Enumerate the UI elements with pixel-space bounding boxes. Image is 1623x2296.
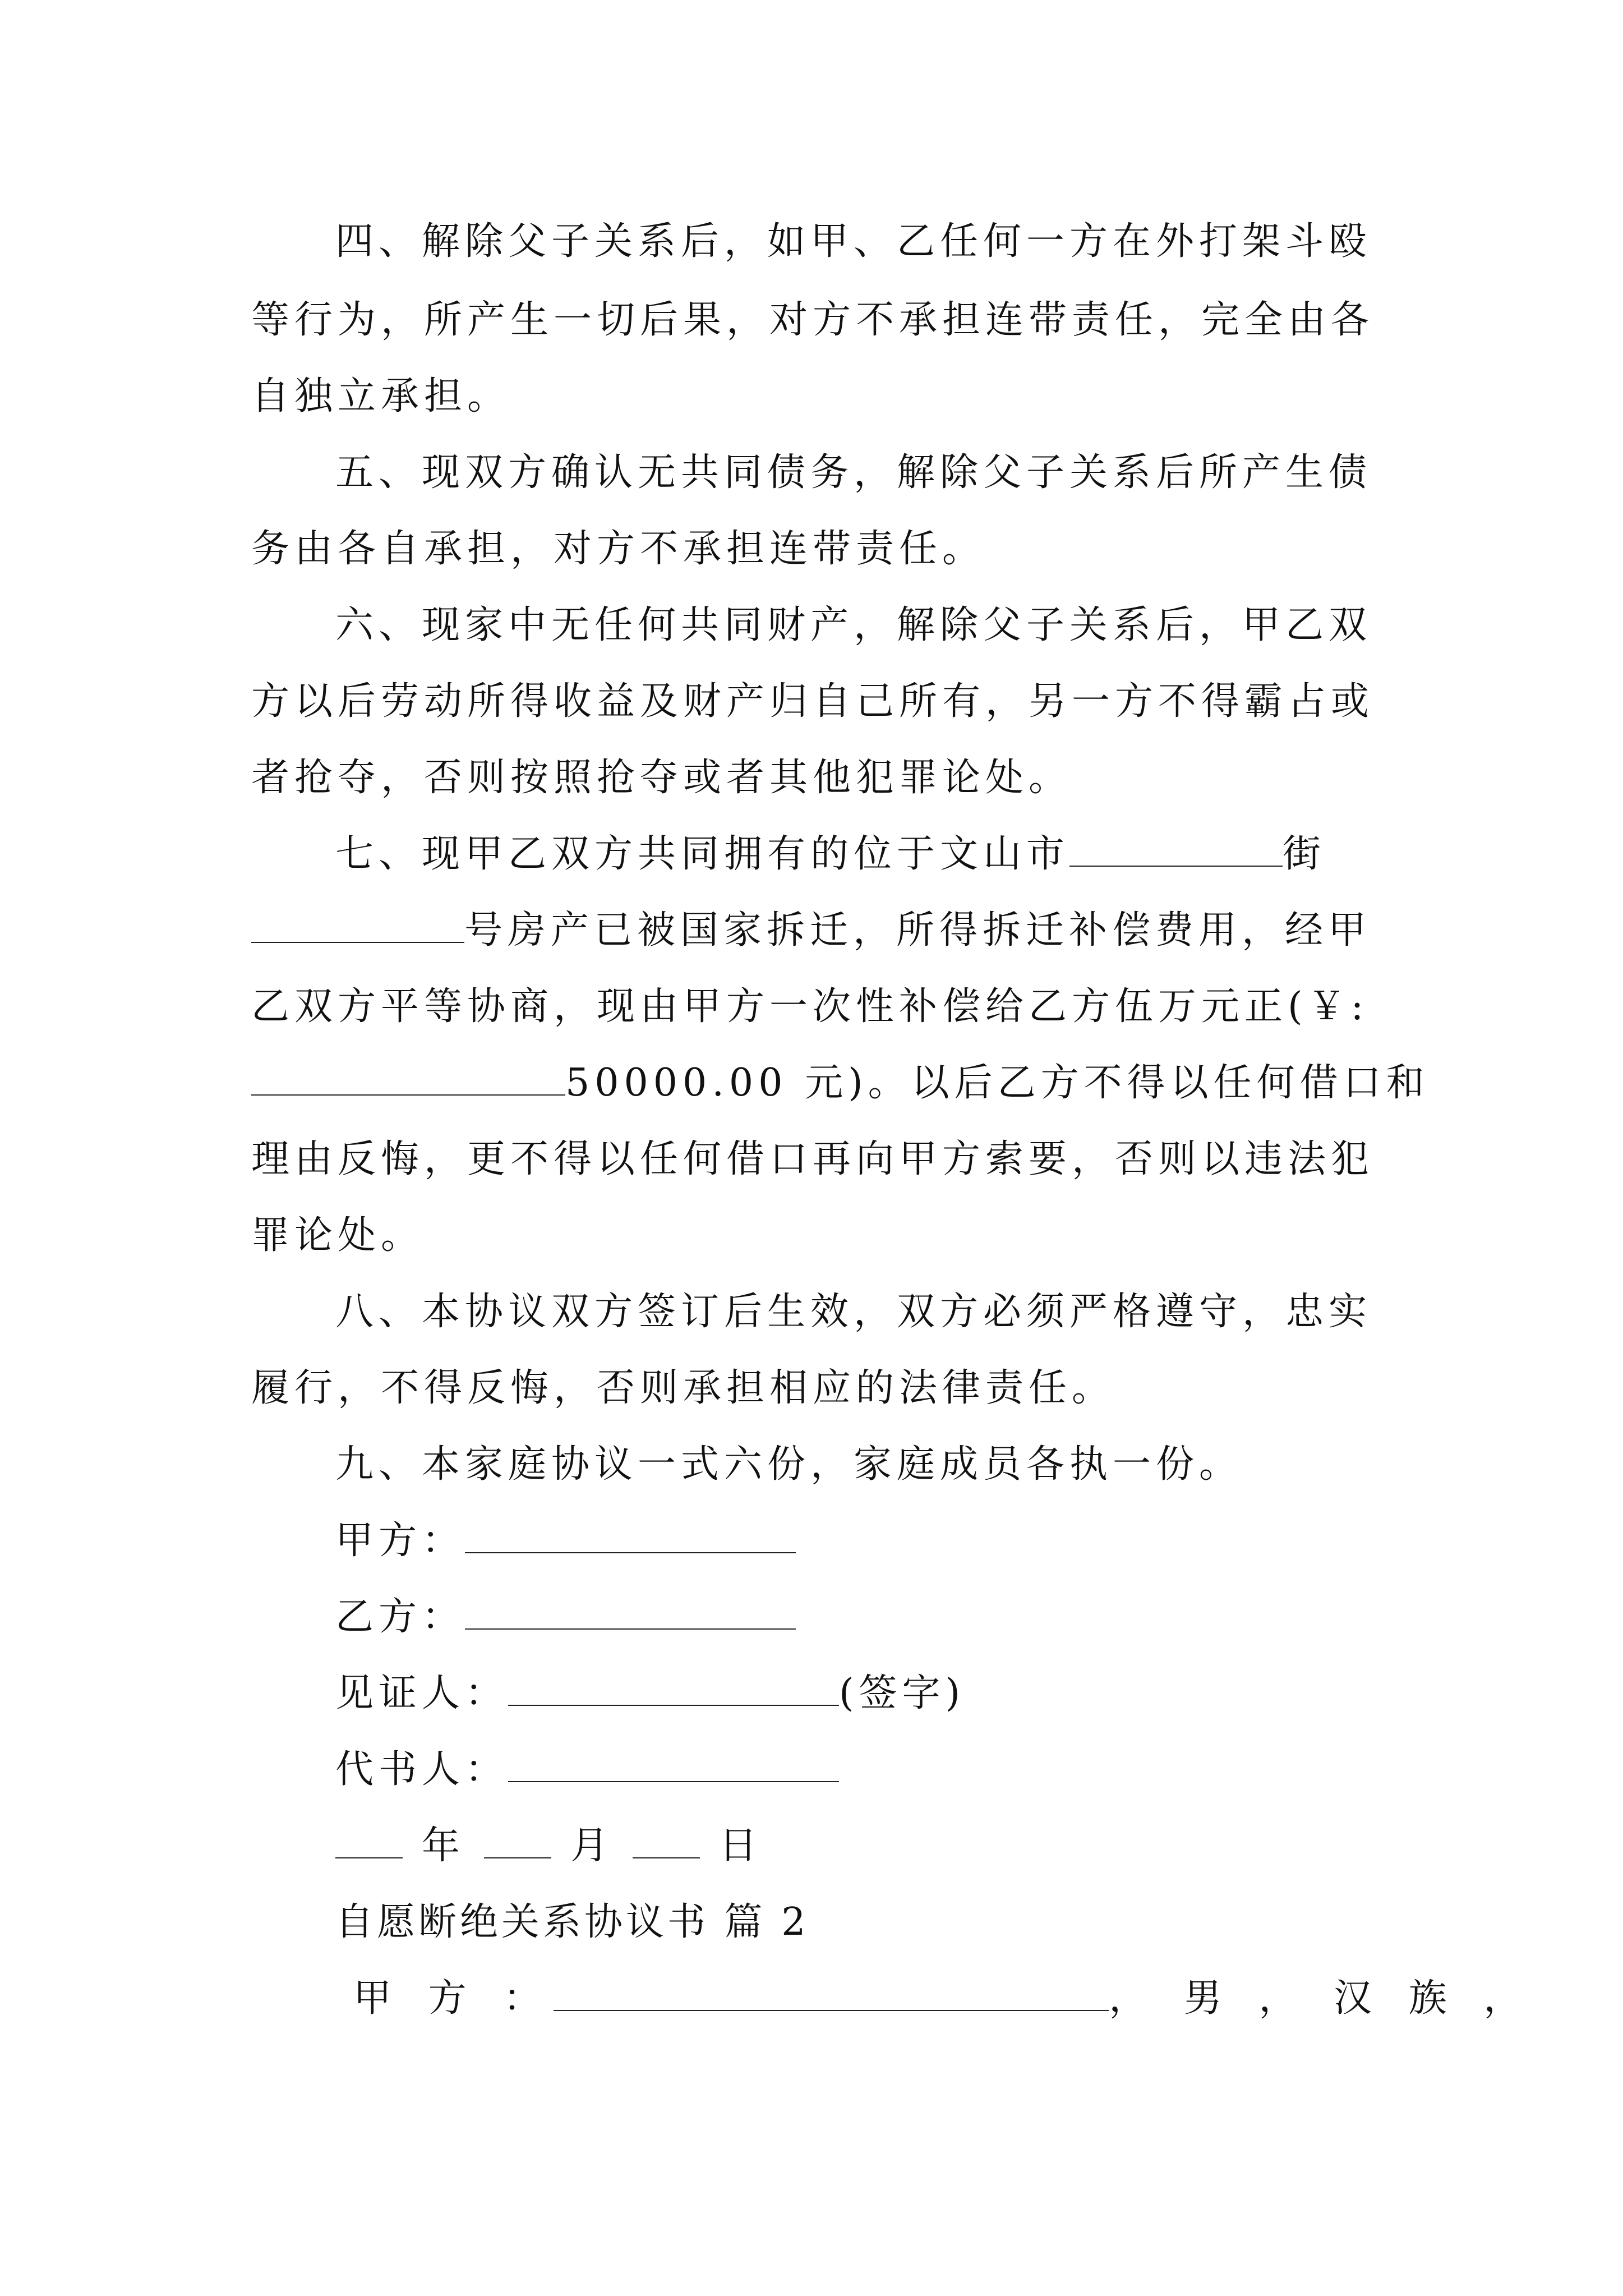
clause-5-line-2: 务由各自承担，对方不承担连带责任。: [251, 527, 986, 571]
clause-9-line-1: 九、本家庭协议一式六份，家庭成员各执一份。: [335, 1442, 1243, 1487]
clause-7-line-1: [335, 829, 1326, 880]
clause-7-line-6: 罪论处。: [251, 1213, 425, 1258]
witness-blank[interactable]: [508, 1671, 839, 1706]
witness-label: 见证人：: [335, 1671, 509, 1715]
clause-7-line-4-text: 50000.00 元)。以后乙方不得以任何借口和: [565, 1061, 1430, 1105]
section-2-party-a-suffix: ， 男 ， 汉 族 ，: [1109, 1976, 1534, 2021]
clause-4-line-3: 自独立承担。: [251, 374, 511, 418]
section-2-party-a-blank[interactable]: [554, 1976, 1109, 2011]
street-blank[interactable]: [1069, 832, 1283, 867]
section-2-heading: 自愿断绝关系协议书 篇 2: [335, 1900, 809, 1944]
clause-7-line-2-text: 号房产已被国家拆迁，所得拆迁补偿费用，经甲: [464, 908, 1372, 953]
clause-8-line-1: 八、本协议双方签订后生效，双方必须严格遵守，忠实: [335, 1290, 1372, 1334]
section-2-party-a-label: 甲 方 ：: [353, 1976, 554, 2021]
clause-6-line-1: 六、现家中无任何共同财产，解除父子关系后，甲乙双: [335, 603, 1372, 647]
year-label: 年: [422, 1824, 465, 1868]
scribe-signature: [335, 1745, 839, 1795]
day-label: 日: [719, 1824, 763, 1868]
party-b-label: 乙方：: [335, 1595, 465, 1639]
witness-note: (签字): [839, 1671, 966, 1715]
clause-4-line-1: 四、解除父子关系后，如甲、乙任何一方在外打架斗殴: [335, 219, 1372, 264]
clause-8-line-2: 履行，不得反悔，否则承担相应的法律责任。: [251, 1366, 1115, 1410]
scribe-label: 代书人：: [335, 1747, 509, 1792]
clause-6-line-2: 方以后劳动所得收益及财产归自己所有，另一方不得霸占或: [251, 679, 1375, 724]
clause-7-line-1-suffix: 街: [1283, 832, 1326, 876]
amount-blank[interactable]: [251, 1061, 565, 1096]
party-a-label: 甲方：: [335, 1519, 465, 1563]
date-line: [335, 1821, 762, 1871]
month-label: 月: [570, 1824, 614, 1868]
clause-4-line-2: 等行为，所产生一切后果，对方不承担连带责任，完全由各: [251, 298, 1375, 342]
clause-7-line-1-text: 七、现甲乙双方共同拥有的位于文山市: [335, 832, 1070, 876]
party-b-signature: [335, 1592, 796, 1642]
clause-7-line-3: 乙双方平等协商，现由甲方一次性补偿给乙方伍万元正(￥:: [251, 984, 1369, 1029]
year-blank[interactable]: [335, 1824, 403, 1858]
party-a-blank[interactable]: [465, 1519, 796, 1553]
scribe-blank[interactable]: [508, 1747, 839, 1782]
house-number-blank[interactable]: [251, 908, 464, 943]
party-b-blank[interactable]: [465, 1595, 796, 1630]
clause-7-line-5: 理由反悔，更不得以任何借口再向甲方索要，否则以违法犯: [251, 1137, 1375, 1181]
party-a-signature: [335, 1516, 796, 1566]
clause-7-line-4: [251, 1058, 1430, 1108]
witness-signature: [335, 1668, 965, 1719]
day-blank[interactable]: [633, 1824, 700, 1858]
clause-7-line-2: [251, 905, 1371, 956]
month-blank[interactable]: [484, 1824, 551, 1858]
section-2-party-a: [353, 1973, 1534, 2024]
clause-5-line-1: 五、现双方确认无共同债务，解除父子关系后所产生债: [335, 450, 1372, 495]
clause-6-line-3: 者抢夺，否则按照抢夺或者其他犯罪论处。: [251, 756, 1072, 800]
